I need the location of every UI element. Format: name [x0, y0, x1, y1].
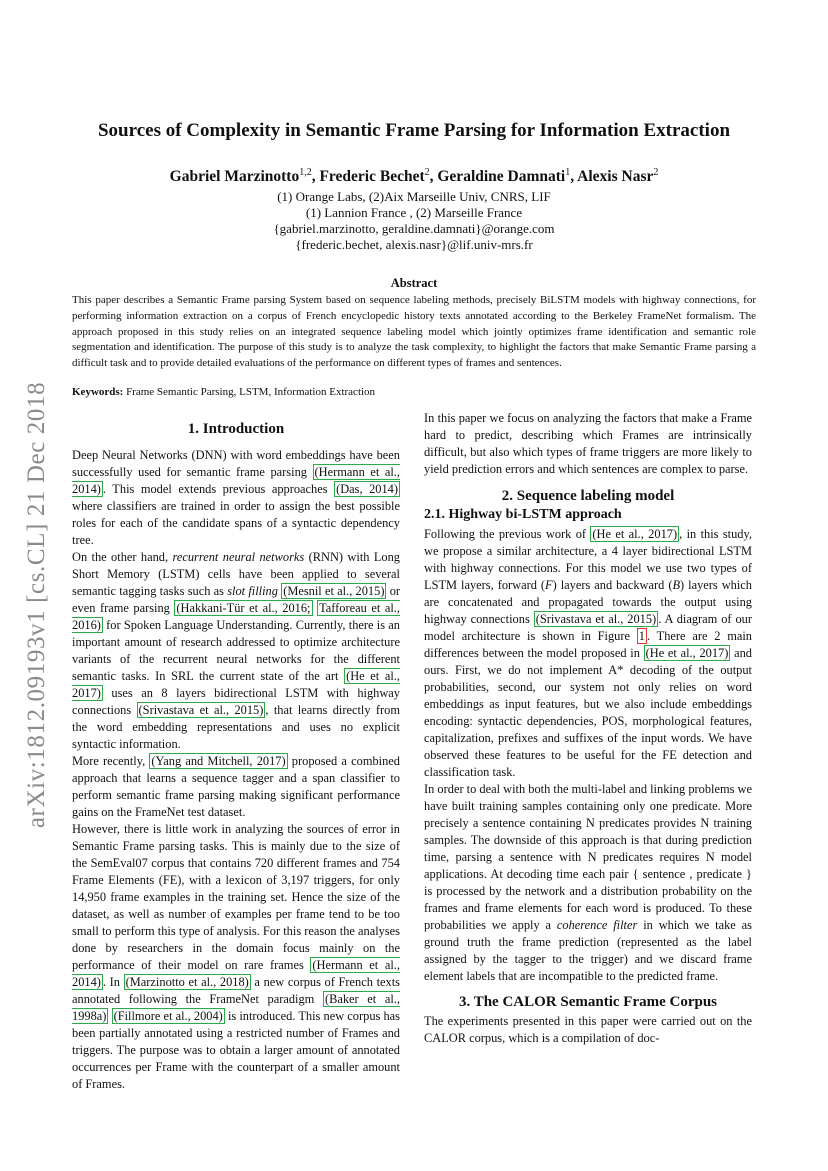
citation-link[interactable]: (Baker et al., 1998a)	[72, 992, 400, 1023]
paper-title: Sources of Complexity in Semantic Frame Parsing for Information Extraction	[97, 120, 731, 141]
body-text: . There are 2 main differences between the model proposed in	[424, 629, 752, 660]
emphasis-text: slot filling	[227, 584, 278, 598]
body-text: or even frame parsing	[72, 584, 401, 615]
emphasis-text: F	[545, 578, 553, 592]
body-text: ) layers which are concatenated and propagated towards the output using highway connections	[424, 578, 752, 626]
body-text: On the other hand,	[72, 550, 173, 564]
body-text: a new corpus of French texts annotated following the FrameNet paradigm	[72, 975, 400, 1006]
emphasis-text: coherence filter	[556, 918, 638, 932]
citation-link[interactable]: (Das, 2014)	[336, 482, 399, 496]
citation-link[interactable]: (Hakkani-Tür et al., 2016;	[176, 601, 311, 615]
body-text: In order to deal with both the multi-label and linking problems we have built training samples containing only one predicate. More precisely a sentence containing N predicates provides N training samples. The downside of this approach is that during prediction time, parsing a sentence with N predicates requires N model applications. At decoding time each pair { sentence , predicate } is processed by the network and a distribution probability on the frames and frame elements for each word is produced. To these probabilities we apply a	[424, 782, 752, 932]
right-column	[424, 410, 752, 1047]
right-column-body	[424, 526, 752, 985]
body-text: proposed a combined approach that learns a sequence tagger and a span classifier to perform semantic frame parsing making significant performance gains on the FrameNet test dataset.	[72, 754, 400, 819]
section-3-text: The experiments presented in this paper were carried out on the CALOR corpus, which is a compilation of doc-	[424, 1014, 752, 1045]
citation-link[interactable]: (He et al., 2017)	[645, 646, 729, 660]
body-text: in which we take as ground truth the frame prediction (represented as the label assigned by the tagger to the trigger) and we discard frame element labels that are incompatible to the predicted frame.	[424, 918, 753, 983]
affiliation-line-1: (1) Orange Labs, (2)Aix Marseille Univ, CNRS, LIF	[277, 189, 551, 204]
citation-link[interactable]: (Hermann et al., 2014)	[72, 958, 400, 989]
author-name: Frederic Bechet	[319, 168, 425, 186]
body-text: However, there is little work in analyzing the sources of error in Semantic Frame parsing tasks. This is mainly due to the size of the SemEval07 corpus that contains 720 different frames and 754 Frame Elements (FE), with a lexicon of 3,197 triggers, for only 14,950 frame examples in the training set. Hence the size of the dataset, as well as number of examples per frame tend to be too small to perform this type of analysis. For this reason the analyses done by researchers in the domain focus mainly on the performance of their model on rare frames	[72, 822, 400, 972]
body-text: More recently,	[72, 754, 150, 768]
author-name: Alexis Nasr	[577, 168, 654, 186]
paragraph	[424, 526, 752, 781]
author-affiliation-marker: 1	[565, 167, 571, 178]
keywords	[72, 386, 756, 398]
subsection-2-1-title: 2.1. Highway bi-LSTM approach	[424, 507, 622, 522]
intro-continuation: In this paper we focus on analyzing the factors that make a Frame hard to predict, describing which Frames are intrinsically difficult, but also which types of frame triggers are more likely to yield prediction errors and which sentences are complex to parse.	[424, 411, 752, 476]
body-text: ) layers and backward (	[552, 578, 673, 592]
figure-link[interactable]: 1	[638, 629, 645, 643]
email-line-1: {gabriel.marzinotto, geraldine.damnati}@orange.com	[273, 221, 555, 236]
left-column-body	[72, 447, 400, 1093]
author-name: Gabriel Marzinotto	[169, 168, 300, 186]
citation-link[interactable]: (He et al., 2017)	[72, 669, 400, 700]
body-text: Following the previous work of	[424, 527, 591, 541]
citation-link[interactable]: Tafforeau et al., 2016)	[72, 601, 400, 632]
author-affiliation-marker: 1,2	[299, 167, 312, 178]
body-text: is introduced. This new corpus has been partially annotated using a restricted number of Frames and triggers. The purpose was to obtain a larger amount of annotated occurrences per Frame with the counterpart of a smaller amount of Frames.	[72, 1009, 400, 1091]
body-text: (RNN) with Long Short Memory (LSTM) cells have been applied to several semantic tagging tasks such as	[72, 550, 400, 598]
keywords-text: Frame Semantic Parsing, LSTM, Information Extraction	[123, 386, 376, 398]
abstract-text: This paper describes a Semantic Frame parsing System based on sequence labeling methods, precisely BiLSTM models with highway connections, for performing information extraction on a corpus of French encyclopedic history texts annotated according to the Berkeley FrameNet formalism. The approach proposed in this study relies on an integrated sequence labeling model which jointly optimizes frame identification and semantic role segmentation and identification. The purpose of this study is to analyze the task complexity, to highlight the factors that make Semantic Frame parsing a difficult task and to provide detailed evaluations of the performance on different types of frames and sentences.	[72, 294, 756, 370]
body-text: for Spoken Language Understanding. Currently, there is an important amount of research addressed to optimize architecture variants of the recurrent neural networks for the different semantic tasks. In SRL the current state of the art	[72, 618, 400, 683]
citation-link[interactable]: (Fillmore et al., 2004)	[113, 1009, 223, 1023]
body-text: . This model extends previous approaches	[102, 482, 335, 496]
citation-link[interactable]: (He et al., 2017)	[592, 527, 678, 541]
paragraph	[72, 549, 400, 753]
abstract-heading: Abstract	[390, 276, 438, 290]
citation-link[interactable]: (Srivastava et al., 2015)	[138, 703, 264, 717]
citation-link[interactable]: (Marzinotto et al., 2018)	[125, 975, 249, 989]
left-column	[72, 421, 401, 1093]
arxiv-side-stamp	[22, 365, 52, 845]
author-list: Gabriel Marzinotto$^{1,2}$, Frederic Bechet$^2$, Geraldine Damnati$^1$, Alexis Nasr$^2$	[169, 167, 659, 186]
paragraph	[72, 821, 400, 1093]
arxiv-identifier: arXiv:1812.09193v1 [cs.CL] 21 Dec 2018	[23, 381, 50, 829]
paragraph	[72, 753, 400, 821]
body-text: where classifiers are trained in order to assign the best possible roles for each of the candidate spans of a syntactic dependency tree.	[72, 499, 400, 547]
body-text: , in this study, we propose a similar architecture, a 4 layer bidirectional LSTM with highway connections. For this model we use two types of LSTM layers, forward (	[424, 527, 752, 592]
paragraph	[424, 781, 752, 985]
citation-link[interactable]: (Srivastava et al., 2015)	[535, 612, 657, 626]
affiliation-line-2: (1) Lannion France , (2) Marseille France	[305, 205, 523, 220]
keywords-label: Keywords:	[72, 386, 124, 398]
citation-link[interactable]: (Yang and Mitchell, 2017)	[151, 754, 286, 768]
body-text: Deep Neural Networks (DNN) with word embeddings have been successfully used for semantic frame parsing	[72, 448, 400, 479]
emphasis-text: B	[672, 578, 681, 592]
author-affiliation-marker: 2	[653, 167, 659, 178]
section-1-title: 1. Introduction	[187, 421, 285, 437]
email-line-2: {frederic.bechet, alexis.nasr}@lif.univ-mrs.fr	[295, 237, 533, 252]
body-text: and ours. First, we do not implement A* decoding of the output probabilities, second, our system not only relies on word embeddings as input features, but we also include embeddings encoding: syntactic dependencies, POS, morphological features, capitalization, prefixes and suffixes of the input words. We have observed these features to be useful for the FE detection and classification task.	[424, 646, 752, 779]
emphasis-text: recurrent neural networks	[172, 550, 305, 564]
body-text: . In	[102, 975, 124, 989]
author-name: Geraldine Damnati	[437, 168, 566, 186]
author-affiliation-marker: 2	[424, 167, 430, 178]
citation-link[interactable]: (Mesnil et al., 2015)	[283, 584, 385, 598]
citation-link[interactable]: (Hermann et al., 2014)	[72, 465, 400, 496]
body-text: . A diagram of our model architecture is shown in Figure	[424, 612, 752, 643]
body-text: , that learns directly from the word embedding representations and uses no explicit syntactic information.	[72, 703, 400, 751]
body-text: uses an 8 layers bidirectional LSTM with highway connections	[72, 686, 400, 717]
section-3-title: 3. The CALOR Semantic Frame Corpus	[458, 994, 718, 1010]
section-2-title: 2. Sequence labeling model	[501, 488, 675, 504]
paragraph	[72, 447, 400, 549]
